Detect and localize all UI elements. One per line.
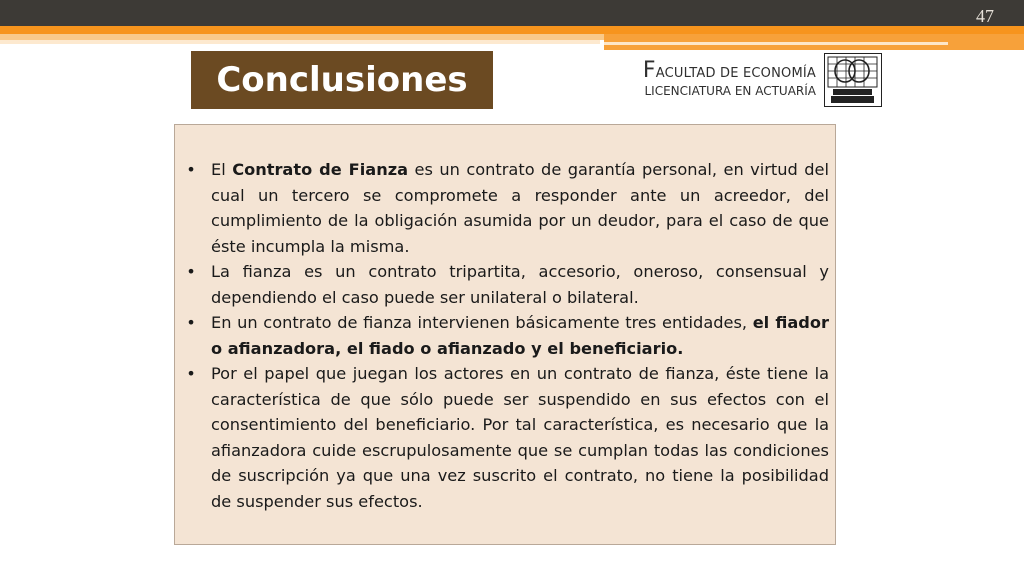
- top-right-thin-line: [604, 42, 948, 45]
- bullet-1-text-start: El: [211, 160, 233, 179]
- faculty-initial: F: [642, 58, 656, 83]
- conclusion-item: [183, 259, 829, 310]
- bullet-4-text: Por el papel que juegan los actores en un contrato de fianza, éste tiene la característica de que sólo puede ser suspendido en sus efectos con el consentimiento del beneficiario. Por tal característica, es necesario que la afianzadora cuide escrupulosamente que se cumplan todas las condiciones de suscripción ya que una vez suscrito el contrato, no tiene la posibilidad de suspender sus efectos.: [211, 364, 829, 511]
- bullet-3-text-start: En un contrato de fianza intervienen básicamente tres entidades,: [211, 313, 753, 332]
- bullet-icon: •: [186, 313, 196, 332]
- bullet-icon: •: [186, 160, 196, 179]
- bullet-2-text: La fianza es un contrato tripartita, accesorio, oneroso, consensual y dependiendo el caso puede ser unilateral o bilateral.: [211, 262, 829, 307]
- content-box: [174, 124, 836, 545]
- conclusion-list: [183, 157, 829, 514]
- program-name: LICENCIATURA EN ACTUARÍA: [644, 84, 816, 98]
- conclusion-item: [183, 310, 829, 361]
- faculty-name-rest: ACULTAD DE ECONOMÍA: [655, 66, 816, 81]
- slide-title: Conclusiones: [216, 60, 468, 100]
- top-light-strip: [0, 40, 600, 44]
- uaem-economia-logo: [824, 53, 882, 107]
- bullet-1-bold-term: Contrato de Fianza: [232, 160, 409, 179]
- logo-emblem-icon: [825, 54, 880, 105]
- faculty-header: [643, 58, 816, 98]
- bullet-1-text-end: es un contrato de garantía personal, en virtud del cual un tercero se compromete a responder ante un acreedor, del cumplimiento de la obligación asumida por un deudor, para el caso de que éste incumpla la misma.: [211, 160, 829, 256]
- conclusion-item: [183, 157, 829, 259]
- bullet-icon: •: [186, 364, 196, 383]
- page-number: 47: [976, 6, 994, 26]
- bullet-3-bold-entities: el fiador o afianzadora, el fiado o afianzado y el beneficiario.: [211, 313, 829, 358]
- top-dark-band: [0, 0, 1024, 26]
- faculty-name: [643, 58, 816, 83]
- bullet-icon: •: [186, 262, 196, 281]
- title-box: [191, 51, 493, 109]
- conclusion-item: [183, 361, 829, 514]
- top-orange-band: [0, 26, 1024, 34]
